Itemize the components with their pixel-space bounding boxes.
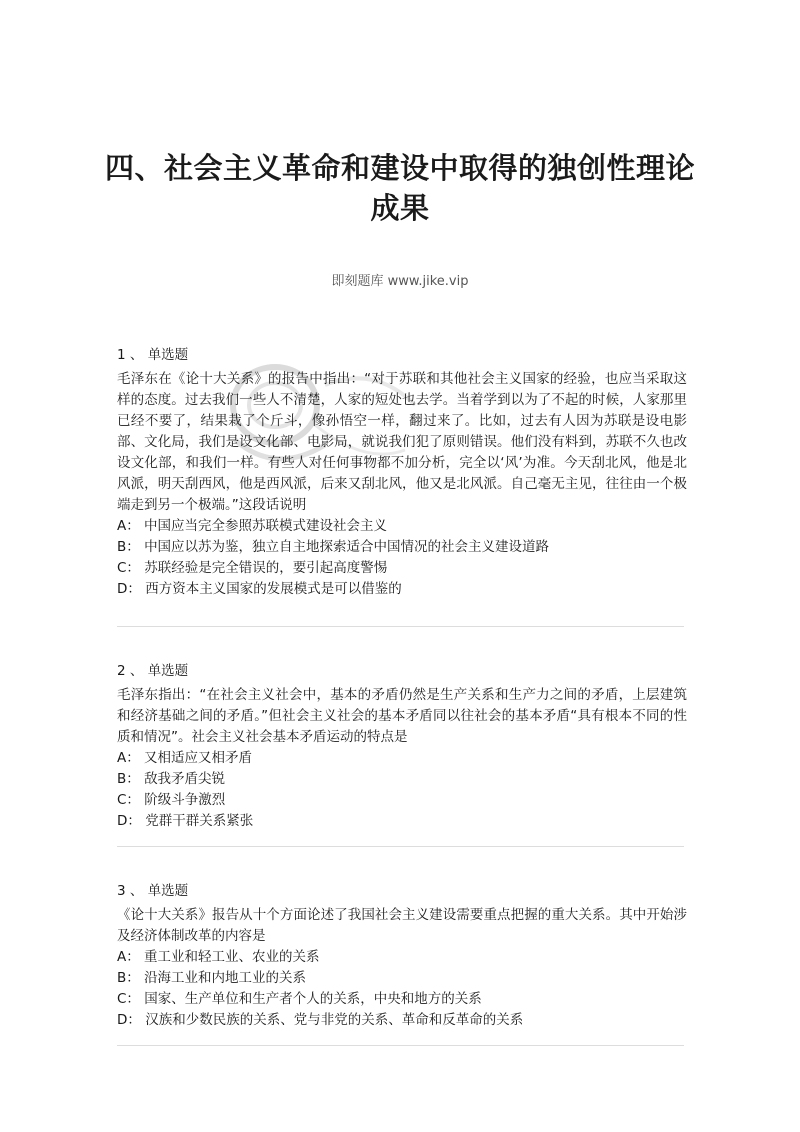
option-text: 中国应当完全参照苏联模式建设社会主义 [144,518,388,534]
option-text: 阶级斗争激烈 [144,792,226,808]
question-divider [117,846,684,847]
option-letter: C： [117,991,140,1007]
option-c[interactable] [117,989,687,1010]
option-letter: A： [117,949,140,965]
option-letter: D： [117,581,141,597]
question-2 [117,661,687,832]
option-letter: D： [117,1012,141,1028]
option-text: 又相适应又相矛盾 [144,750,253,766]
option-letter: D： [117,813,141,829]
option-text: 党群干群关系紧张 [145,813,254,829]
option-a[interactable] [117,947,687,968]
question-header [117,661,687,682]
option-letter: B： [117,970,140,986]
question-type: 单选题 [147,347,189,363]
option-b[interactable] [117,968,687,989]
option-text: 苏联经验是完全错误的，要引起高度警惕 [144,560,388,576]
option-letter: C： [117,792,140,808]
option-text: 沿海工业和内地工业的关系 [144,970,307,986]
page-title: 四、社会主义革命和建设中取得的独创性理论成果 [104,151,695,225]
question-number: 3 、 [117,883,144,899]
question-header [117,881,687,902]
question-divider [117,626,684,627]
option-text: 敌我矛盾尖锐 [144,771,226,787]
option-d[interactable] [117,1010,687,1031]
question-header [117,345,687,366]
option-d[interactable] [117,579,687,600]
option-letter: A： [117,518,140,534]
option-a[interactable] [117,516,687,537]
option-c[interactable] [117,558,687,579]
option-letter: B： [117,771,140,787]
question-stem: 毛泽东在《论十大关系》的报告中指出：“对于苏联和其他社会主义国家的经验，也应当采取这样的态度。过去我们一些人不清楚，人家的短处也去学。当着学到以为了不起的时候，人家那里已经不要了，结果栽了个斤斗，像孙悟空一样，翻过来了。比如，过去有人因为苏联是设电影部、文化局，我们是设文化部、电影局，就说我们犯了原则错误。他们没有料到，苏联不久也改设文化部，和我们一样。有些人对任何事物都不加分析，完全以‘风’为准。今天刮北风，他是北风派，明天刮西风，他是西风派，后来又刮北风，他又是北风派。自己毫无主见，往往由一个极端走到另一个极端。”这段话说明 [117,371,687,513]
question-number: 2 、 [117,663,144,679]
option-text: 国家、生产单位和生产者个人的关系，中央和地方的关系 [144,991,482,1007]
question-stem: 《论十大关系》报告从十个方面论述了我国社会主义建设需要重点把握的重大关系。其中开始涉及经济体制改革的内容是 [117,907,687,944]
option-b[interactable] [117,769,687,790]
option-letter: A： [117,750,140,766]
question-stem: 毛泽东指出：“在社会主义社会中，基本的矛盾仍然是生产关系和生产力之间的矛盾，上层建筑和经济基础之间的矛盾。”但社会主义社会的基本矛盾同以往社会的基本矛盾“具有根本不同的性质和情况”。社会主义社会基本矛盾运动的特点是 [117,687,687,745]
question-type: 单选题 [147,663,189,679]
question-3 [117,881,687,1031]
option-letter: C： [117,560,140,576]
option-text: 重工业和轻工业、农业的关系 [144,949,320,965]
option-a[interactable] [117,748,687,769]
question-divider [117,1045,684,1046]
option-d[interactable] [117,811,687,832]
option-c[interactable] [117,790,687,811]
question-type: 单选题 [147,883,189,899]
option-b[interactable] [117,537,687,558]
question-number: 1 、 [117,347,144,363]
option-text: 中国应以苏为鉴，独立自主地探索适合中国情况的社会主义建设道路 [144,539,550,555]
option-text: 汉族和少数民族的关系、党与非党的关系、革命和反革命的关系 [145,1012,524,1028]
option-letter: B： [117,539,140,555]
source-subtitle: 即刻题库 www.jike.vip [331,274,469,289]
option-text: 西方资本主义国家的发展模式是可以借鉴的 [145,581,402,597]
question-1 [117,345,687,600]
